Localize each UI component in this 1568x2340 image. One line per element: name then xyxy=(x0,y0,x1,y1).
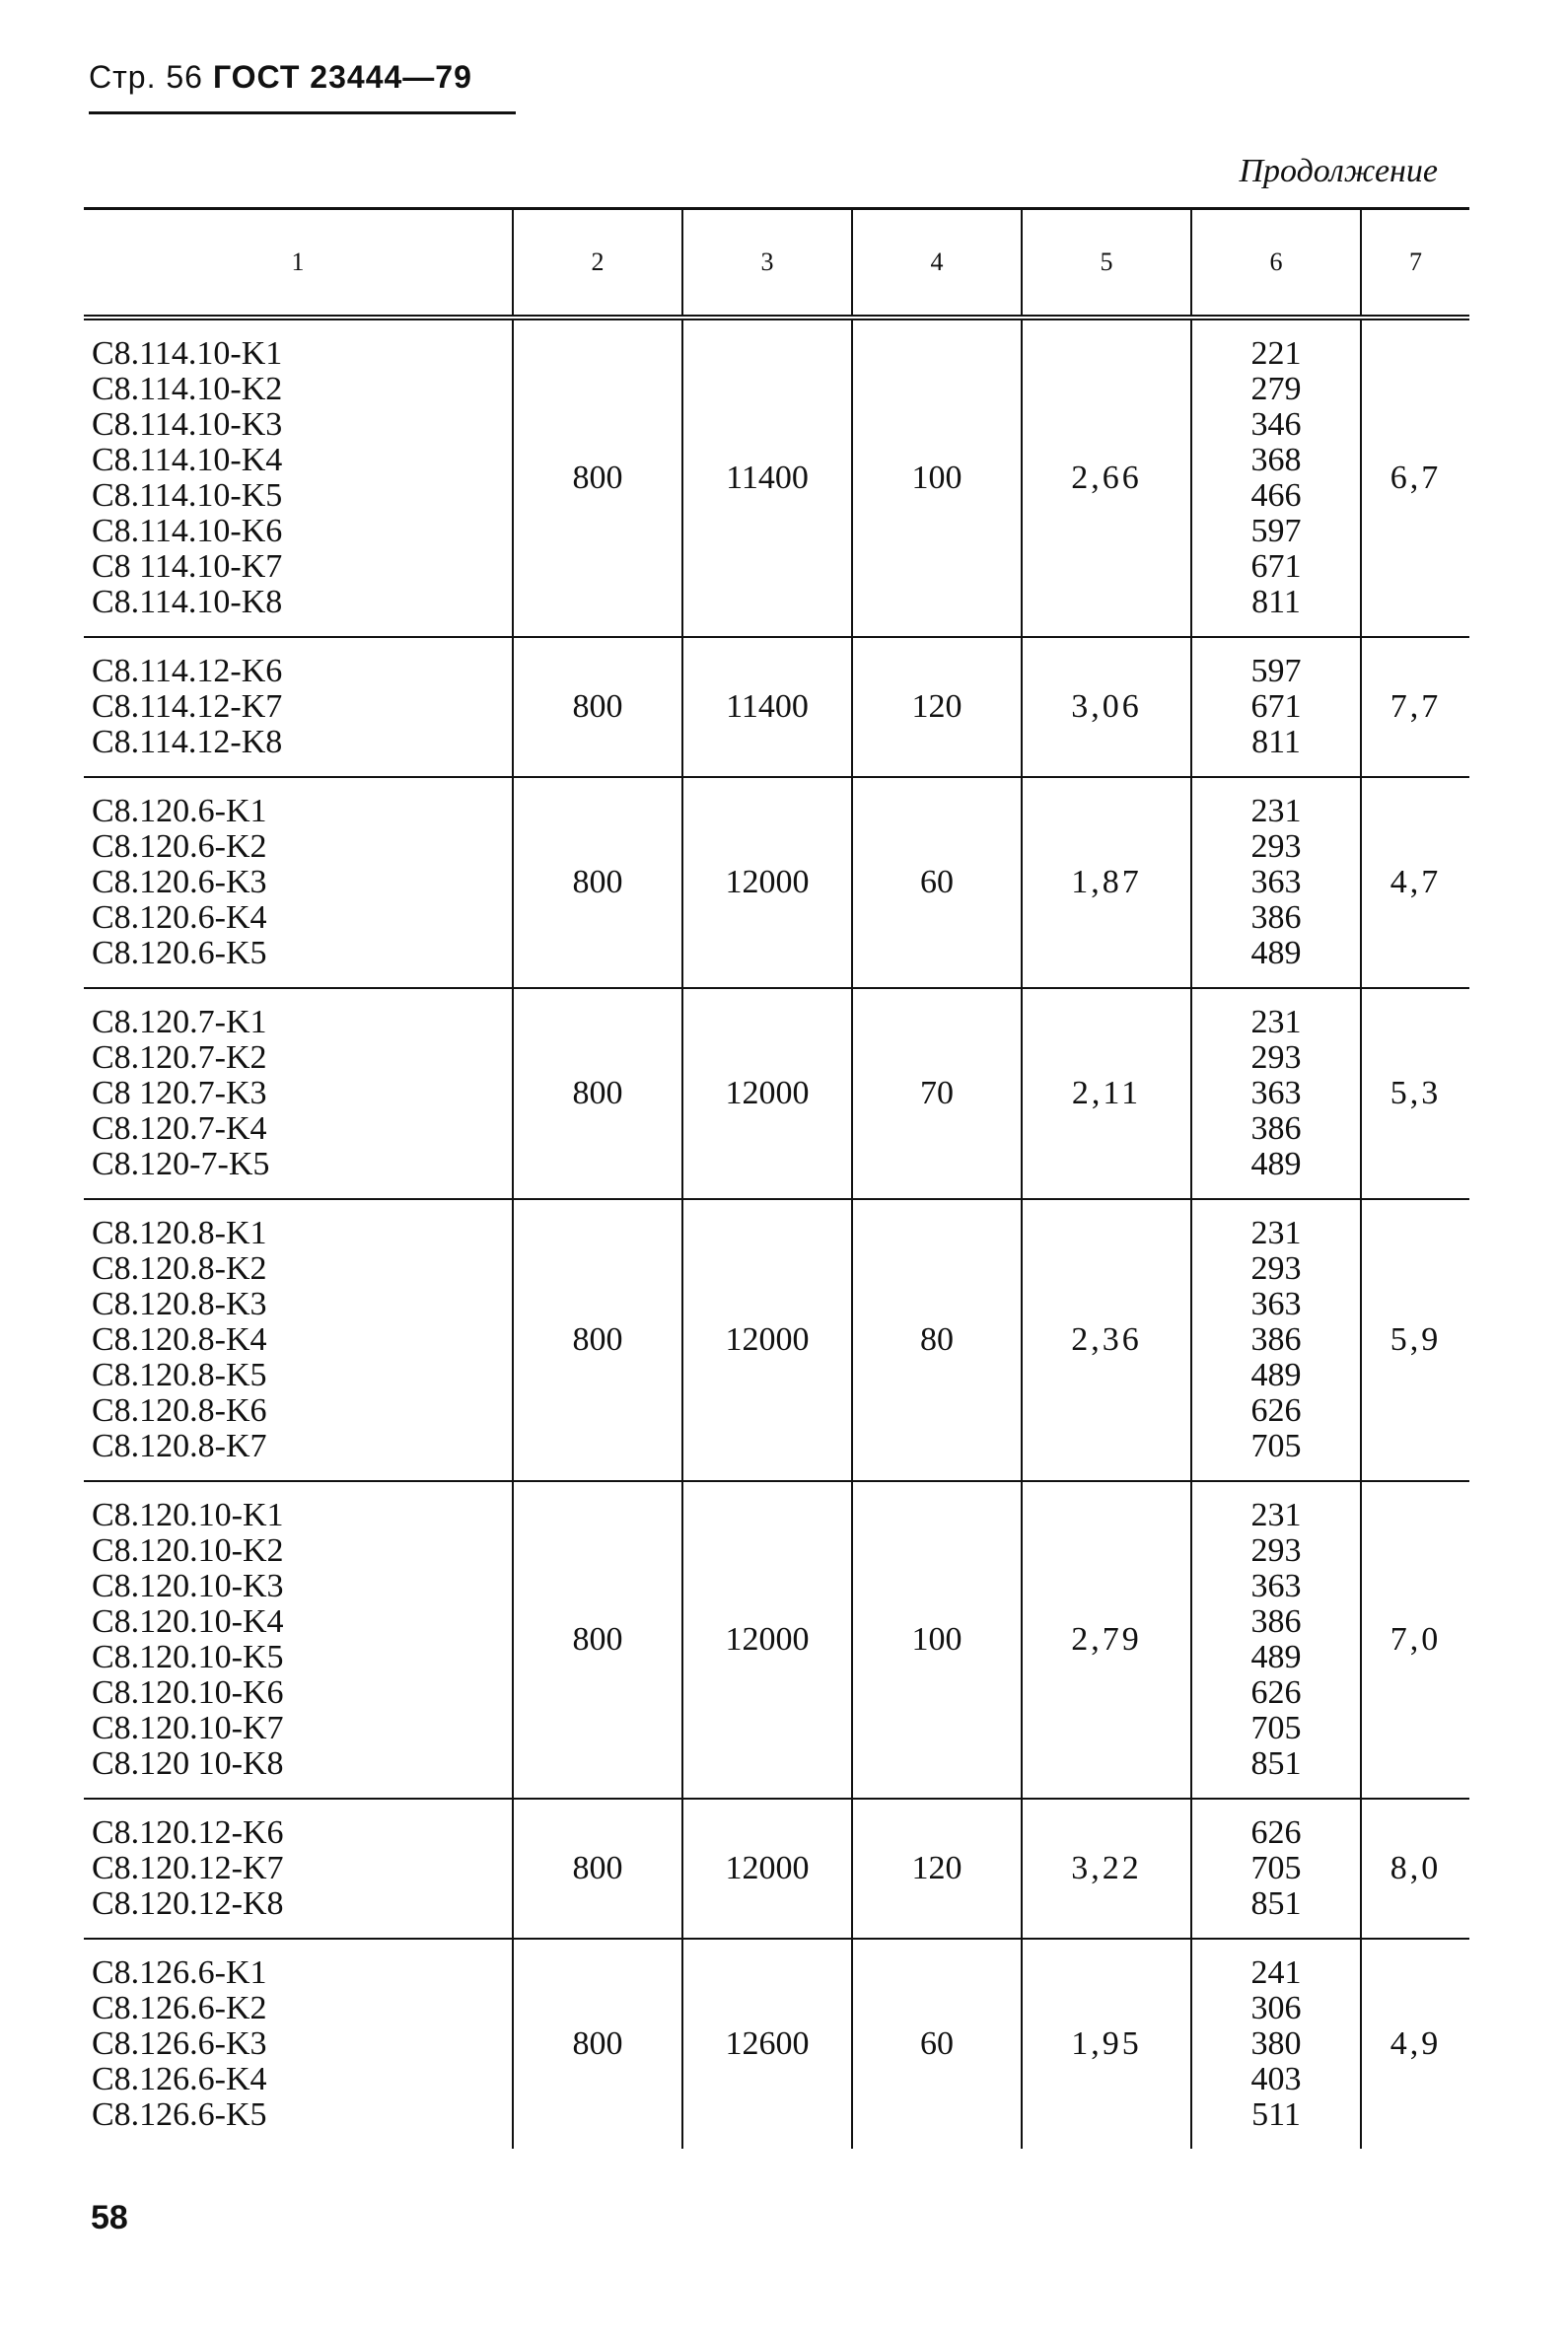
mark-cell xyxy=(84,1481,513,1799)
col6-cell-line: 597 xyxy=(1250,652,1302,689)
col6-cell-line: 279 xyxy=(1250,370,1302,407)
column-header: 7 xyxy=(1361,209,1469,318)
col6-cell-line: 626 xyxy=(1250,1813,1302,1851)
col6-cell-line: 380 xyxy=(1250,2024,1302,2062)
col7-cell: 5,9 xyxy=(1361,1199,1469,1481)
mark-cell-line: C8.120.6-K5 xyxy=(92,934,267,971)
col6-cell-line: 626 xyxy=(1250,1391,1302,1429)
col2-cell: 800 xyxy=(513,1939,682,2149)
table-row xyxy=(84,1481,1469,1799)
mark-cell-line: C8.114.10-K5 xyxy=(92,476,283,514)
table-row xyxy=(84,637,1469,777)
col5-cell: 1,95 xyxy=(1022,1939,1191,2149)
table-row xyxy=(84,777,1469,988)
mark-cell xyxy=(84,988,513,1199)
mark-cell-line: C8.114.10-K6 xyxy=(92,512,283,549)
column-header: 6 xyxy=(1191,209,1361,318)
col5-cell: 3,06 xyxy=(1022,637,1191,777)
col6-cell-line: 293 xyxy=(1250,1531,1302,1569)
col6-cell-line: 705 xyxy=(1250,1427,1302,1464)
mark-cell-line: C8.114.10-K2 xyxy=(92,370,283,407)
mark-cell-line: C8.120.8-K1 xyxy=(92,1214,267,1251)
col7-cell: 7,0 xyxy=(1361,1481,1469,1799)
mark-cell-line: C8.120.8-K5 xyxy=(92,1356,267,1393)
col2-cell: 800 xyxy=(513,988,682,1199)
column-header: 5 xyxy=(1022,209,1191,318)
mark-cell-line: C8.114.12-K7 xyxy=(92,687,283,725)
mark-cell-line: C8.120.10-K1 xyxy=(92,1496,284,1533)
mark-cell-line: C8.114.10-K3 xyxy=(92,405,283,443)
table-row xyxy=(84,1799,1469,1939)
mark-cell-line: C8.114.12-K6 xyxy=(92,652,283,689)
mark-cell-line: C8.114.12-K8 xyxy=(92,723,283,760)
col4-cell: 80 xyxy=(852,1199,1022,1481)
mark-cell-line: C8.120.8-K6 xyxy=(92,1391,267,1429)
mark-cell-line: C8.120.10-K6 xyxy=(92,1673,284,1711)
table-row xyxy=(84,988,1469,1199)
col6-cell-line: 386 xyxy=(1250,1602,1302,1640)
col6-cell-line: 363 xyxy=(1250,863,1302,900)
col6-cell xyxy=(1191,1481,1361,1799)
header-rule xyxy=(89,111,516,114)
mark-cell-line: C8.120.12-K8 xyxy=(92,1884,284,1922)
running-header xyxy=(89,59,472,96)
mark-cell-line: C8.126.6-K5 xyxy=(92,2095,267,2133)
mark-cell-line: C8.114.10-K1 xyxy=(92,334,283,372)
mark-cell-line: C8.120.6-K2 xyxy=(92,827,267,865)
col6-cell-line: 489 xyxy=(1250,934,1302,971)
col4-cell: 120 xyxy=(852,637,1022,777)
col6-cell-line: 363 xyxy=(1250,1567,1302,1604)
mark-cell-line: C8.126.6-K3 xyxy=(92,2024,267,2062)
mark-cell-line: C8.120.10-K5 xyxy=(92,1638,284,1675)
col6-cell-line: 671 xyxy=(1250,547,1302,585)
column-header: 2 xyxy=(513,209,682,318)
mark-cell-line: C8.120 10-K8 xyxy=(92,1744,284,1782)
col6-cell-line: 306 xyxy=(1250,1989,1302,2026)
page-number: 58 xyxy=(91,2199,128,2236)
col6-cell-line: 511 xyxy=(1251,2095,1301,2133)
col6-cell xyxy=(1191,637,1361,777)
col6-cell-line: 231 xyxy=(1250,1496,1302,1533)
continuation-label: Продолжение xyxy=(1239,153,1438,189)
mark-cell-line: C8.126.6-K2 xyxy=(92,1989,267,2026)
col6-cell-line: 231 xyxy=(1250,792,1302,829)
col3-cell: 12600 xyxy=(682,1939,852,2149)
col2-cell: 800 xyxy=(513,637,682,777)
col3-cell: 11400 xyxy=(682,318,852,637)
col2-cell: 800 xyxy=(513,1799,682,1939)
column-header: 3 xyxy=(682,209,852,318)
page-label: Стр. 56 xyxy=(89,59,203,95)
col6-cell xyxy=(1191,318,1361,637)
col6-cell-line: 386 xyxy=(1250,1109,1302,1147)
col5-cell: 2,11 xyxy=(1022,988,1191,1199)
mark-cell-line: C8.120.7-K4 xyxy=(92,1109,267,1147)
col7-cell: 4,7 xyxy=(1361,777,1469,988)
mark-cell-line: C8.120.8-K2 xyxy=(92,1249,267,1287)
mark-cell-line: C8.120.10-K7 xyxy=(92,1709,284,1746)
col6-cell-line: 811 xyxy=(1251,583,1301,620)
col6-cell-line: 368 xyxy=(1250,441,1302,478)
mark-cell xyxy=(84,1939,513,2149)
col2-cell: 800 xyxy=(513,318,682,637)
col2-cell: 800 xyxy=(513,777,682,988)
col6-cell-line: 293 xyxy=(1250,827,1302,865)
col4-cell: 70 xyxy=(852,988,1022,1199)
table-body xyxy=(84,318,1469,2149)
col6-cell-line: 489 xyxy=(1250,1356,1302,1393)
col6-cell-line: 811 xyxy=(1251,723,1301,760)
col6-cell-line: 231 xyxy=(1250,1214,1302,1251)
col4-cell: 100 xyxy=(852,1481,1022,1799)
col3-cell: 12000 xyxy=(682,1481,852,1799)
col3-cell: 12000 xyxy=(682,1799,852,1939)
col6-cell-line: 489 xyxy=(1250,1638,1302,1675)
mark-cell-line: C8.120.6-K3 xyxy=(92,863,267,900)
col6-cell xyxy=(1191,1199,1361,1481)
col6-cell-line: 671 xyxy=(1250,687,1302,725)
col6-cell-line: 705 xyxy=(1250,1849,1302,1886)
col7-cell: 8,0 xyxy=(1361,1799,1469,1939)
col6-cell-line: 626 xyxy=(1250,1673,1302,1711)
col6-cell-line: 851 xyxy=(1250,1884,1302,1922)
mark-cell xyxy=(84,318,513,637)
col6-cell xyxy=(1191,1799,1361,1939)
mark-cell-line: C8.120.12-K7 xyxy=(92,1849,284,1886)
col3-cell: 12000 xyxy=(682,988,852,1199)
table-row xyxy=(84,1199,1469,1481)
col3-cell: 12000 xyxy=(682,1199,852,1481)
col5-cell: 2,79 xyxy=(1022,1481,1191,1799)
col5-cell: 1,87 xyxy=(1022,777,1191,988)
col6-cell xyxy=(1191,777,1361,988)
col5-cell: 3,22 xyxy=(1022,1799,1191,1939)
col6-cell-line: 851 xyxy=(1250,1744,1302,1782)
col4-cell: 120 xyxy=(852,1799,1022,1939)
table-row xyxy=(84,318,1469,637)
mark-cell-line: C8 114.10-K7 xyxy=(92,547,283,585)
mark-cell-line: C8.120.6-K1 xyxy=(92,792,267,829)
table-header-row xyxy=(84,209,1469,318)
mark-cell-line: C8.120.12-K6 xyxy=(92,1813,284,1851)
mark-cell xyxy=(84,1199,513,1481)
col6-cell-line: 403 xyxy=(1250,2060,1302,2097)
mark-cell xyxy=(84,637,513,777)
mark-cell-line: C8.120.6-K4 xyxy=(92,898,267,936)
col6-cell-line: 386 xyxy=(1250,1320,1302,1358)
col6-cell xyxy=(1191,1939,1361,2149)
col7-cell: 7,7 xyxy=(1361,637,1469,777)
col2-cell: 800 xyxy=(513,1481,682,1799)
col6-cell-line: 346 xyxy=(1250,405,1302,443)
col4-cell: 60 xyxy=(852,777,1022,988)
table-row xyxy=(84,1939,1469,2149)
col4-cell: 100 xyxy=(852,318,1022,637)
col3-cell: 11400 xyxy=(682,637,852,777)
col7-cell: 5,3 xyxy=(1361,988,1469,1199)
col3-cell: 12000 xyxy=(682,777,852,988)
mark-cell-line: C8.126.6-K4 xyxy=(92,2060,267,2097)
mark-cell-line: C8.120.10-K4 xyxy=(92,1602,284,1640)
col6-cell-line: 705 xyxy=(1250,1709,1302,1746)
col6-cell-line: 241 xyxy=(1250,1953,1302,1991)
col6-cell-line: 386 xyxy=(1250,898,1302,936)
col7-cell: 6,7 xyxy=(1361,318,1469,637)
col6-cell-line: 231 xyxy=(1250,1003,1302,1040)
col5-cell: 2,36 xyxy=(1022,1199,1191,1481)
col7-cell: 4,9 xyxy=(1361,1939,1469,2149)
mark-cell-line: C8 120.7-K3 xyxy=(92,1074,267,1111)
mark-cell xyxy=(84,777,513,988)
mark-cell-line: C8.120.7-K2 xyxy=(92,1038,267,1076)
col6-cell-line: 293 xyxy=(1250,1249,1302,1287)
col6-cell xyxy=(1191,988,1361,1199)
mark-cell-line: C8.120.10-K2 xyxy=(92,1531,284,1569)
col6-cell-line: 221 xyxy=(1250,334,1302,372)
col6-cell-line: 363 xyxy=(1250,1285,1302,1322)
col4-cell: 60 xyxy=(852,1939,1022,2149)
mark-cell xyxy=(84,1799,513,1939)
col5-cell: 2,66 xyxy=(1022,318,1191,637)
mark-cell-line: C8.120.8-K7 xyxy=(92,1427,267,1464)
mark-cell-line: C8.114.10-K4 xyxy=(92,441,283,478)
mark-cell-line: C8.120.7-K1 xyxy=(92,1003,267,1040)
specification-table xyxy=(84,207,1469,2149)
mark-cell-line: C8.114.10-K8 xyxy=(92,583,283,620)
col6-cell-line: 489 xyxy=(1250,1145,1302,1182)
column-header: 1 xyxy=(84,209,513,318)
column-header: 4 xyxy=(852,209,1022,318)
col6-cell-line: 363 xyxy=(1250,1074,1302,1111)
mark-cell-line: C8.120.8-K4 xyxy=(92,1320,267,1358)
mark-cell-line: C8.120.8-K3 xyxy=(92,1285,267,1322)
mark-cell-line: C8.120.10-K3 xyxy=(92,1567,284,1604)
col6-cell-line: 466 xyxy=(1250,476,1302,514)
mark-cell-line: C8.120-7-K5 xyxy=(92,1145,270,1182)
col6-cell-line: 293 xyxy=(1250,1038,1302,1076)
standard-number: ГОСТ 23444—79 xyxy=(212,59,472,95)
col2-cell: 800 xyxy=(513,1199,682,1481)
mark-cell-line: C8.126.6-K1 xyxy=(92,1953,267,1991)
col6-cell-line: 597 xyxy=(1250,512,1302,549)
